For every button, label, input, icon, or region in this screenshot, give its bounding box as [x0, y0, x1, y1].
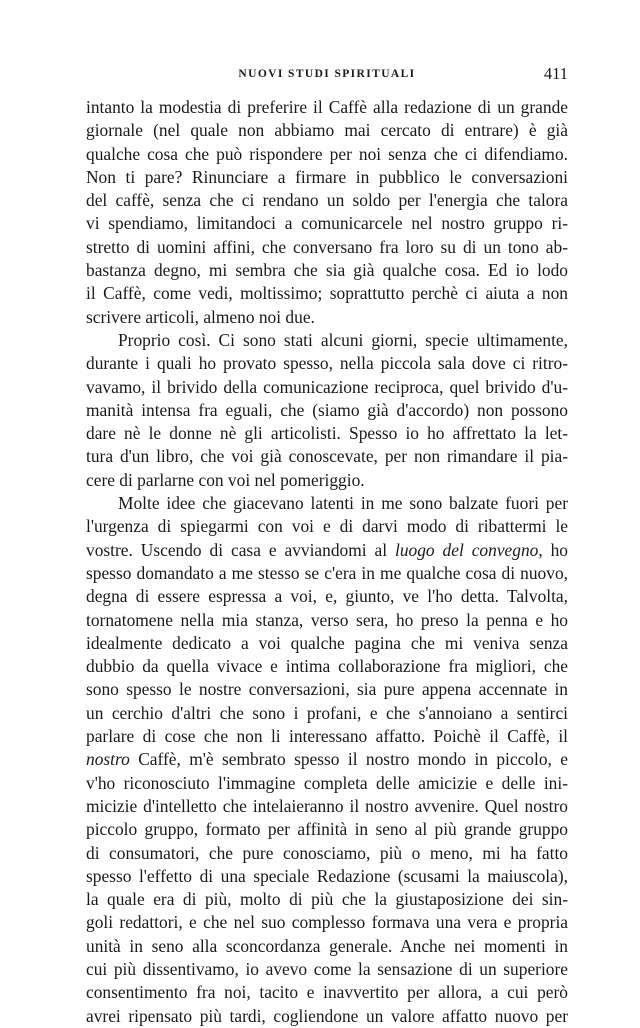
text-line: del caffè, senza che ci rendano un soldo per l'energia che talora [86, 190, 568, 211]
text-line: qualche cosa che può rispondere per noi senza che ci difendiamo. [86, 143, 568, 164]
text-line: manità intensa fra eguali, che (siamo già d'accordo) non possono [86, 399, 568, 420]
text-span: Caffè, m'è sembrato spesso il nostro mondo in piccolo, e [138, 749, 568, 770]
text-line: parlare di cose che non li interessano affatto. Poichè il Caffè, il [86, 726, 568, 747]
text-line: stretto di uomini affini, che conversano fra loro su di un tono ab- [86, 236, 568, 257]
page-header [86, 64, 568, 84]
text-line: dare nè le donne nè gli articolisti. Spesso io ho affrettato la let- [86, 423, 568, 444]
text-line: vavamo, il brivido della comunicazione reciproca, quel brivido d'u- [86, 376, 568, 397]
text-line: bastanza degno, mi sembra che sia già qualche cosa. Ed io lodo [86, 260, 568, 281]
text-line: Proprio così. Ci sono stati alcuni giorni, specie ultimamente, [118, 329, 568, 350]
text-line: Non ti pare? Rinunciare a firmare in pubblico le conversazioni [86, 166, 568, 187]
text-line: scrivere articoli, almeno noi due. [86, 306, 315, 327]
text-line: tornatomene nella mia stanza, verso sera, ho preso la penna e ho [86, 609, 568, 630]
text-line: cere di parlarne con voi nel pomeriggio. [86, 469, 365, 490]
text-line: micizie d'intelletto che intelaieranno il nostro avvenire. Quel nostro [86, 795, 568, 816]
paragraph-2 [86, 329, 568, 492]
text-body [86, 96, 568, 1028]
text-line-with-italic [86, 539, 568, 562]
text-line: unità in seno alla sconcordanza generale. Anche nei momenti in [86, 935, 568, 956]
text-line: vi spendiamo, limitandoci a comunicarcele nel nostro gruppo ri- [86, 213, 568, 234]
page-number: 411 [543, 64, 568, 83]
text-line: l'urgenza di spiegarmi con voi e di darvi modo di ribattermi le [86, 516, 568, 537]
text-span: , ho [538, 539, 569, 560]
text-line: tura d'un libro, che voi già conoscevate, per non rimandare il pia- [86, 446, 568, 467]
text-line: cui più dissentivamo, io avevo come la sensazione di un superiore [86, 958, 568, 979]
text-line: la quale era di più, molto di più che la giustaposizione dei sin- [86, 889, 568, 910]
text-line: un cerchio d'altri che sono i profani, e che s'annoiano a sentirci [86, 702, 568, 723]
text-line: intanto la modestia di preferire il Caffè alla redazione di un grande [86, 97, 568, 117]
text-line: goli redattori, e che nel suo complesso formava una vera e propria [86, 912, 568, 933]
text-line: spesso l'effetto di una speciale Redazione (scusami la maiuscola), [86, 865, 568, 886]
italic-word: nostro [86, 749, 130, 770]
text-line: giornale (nel quale non abbiamo mai cercato di entrare) è già [86, 120, 568, 141]
text-line: piccolo gruppo, formato per affinità in seno al più grande gruppo [86, 819, 568, 840]
text-line: durante i quali ho provato spesso, nella piccola sala dove ci ritro- [86, 353, 568, 374]
text-span: vostre. Uscendo di casa e avviandomi al [86, 539, 388, 560]
text-line: dubbio da quella vivace e intima collaborazione fra migliori, che [86, 656, 568, 677]
text-line: v'ho riconosciuto l'immagine completa delle amicizie e delle ini- [86, 772, 568, 793]
text-line: avrei ripensato più tardi, cogliendone un valore affatto nuovo per [86, 1005, 568, 1026]
text-line: di consumatori, che pure conosciamo, più o meno, mi ha fatto [86, 842, 568, 863]
running-head: NUOVI STUDI SPIRITUALI [238, 68, 416, 80]
text-line-with-italic [86, 748, 568, 771]
text-line: spesso domandato a me stesso se c'era in me qualche cosa di nuovo, [86, 562, 568, 583]
text-line: idealmente dedicato a voi qualche pagina che mi veniva senza [86, 632, 568, 653]
text-line: sono spesso le nostre conversazioni, sia pure appena accennate in [86, 679, 568, 700]
text-line: il Caffè, come vedi, moltissimo; soprattutto perchè ci aiuta a non [86, 283, 568, 304]
italic-phrase: luogo del convegno [395, 539, 539, 560]
text-line: Molte idee che giacevano latenti in me sono balzate fuori per [118, 493, 568, 514]
paragraph-1 [86, 96, 568, 329]
paragraph-3 [86, 492, 568, 1028]
text-line: degna di essere espressa a voi, e, giunto, ve l'ho detta. Talvolta, [86, 586, 568, 607]
text-line: consentimento fra noi, tacito e inavvertito per allora, a cui però [86, 982, 568, 1003]
